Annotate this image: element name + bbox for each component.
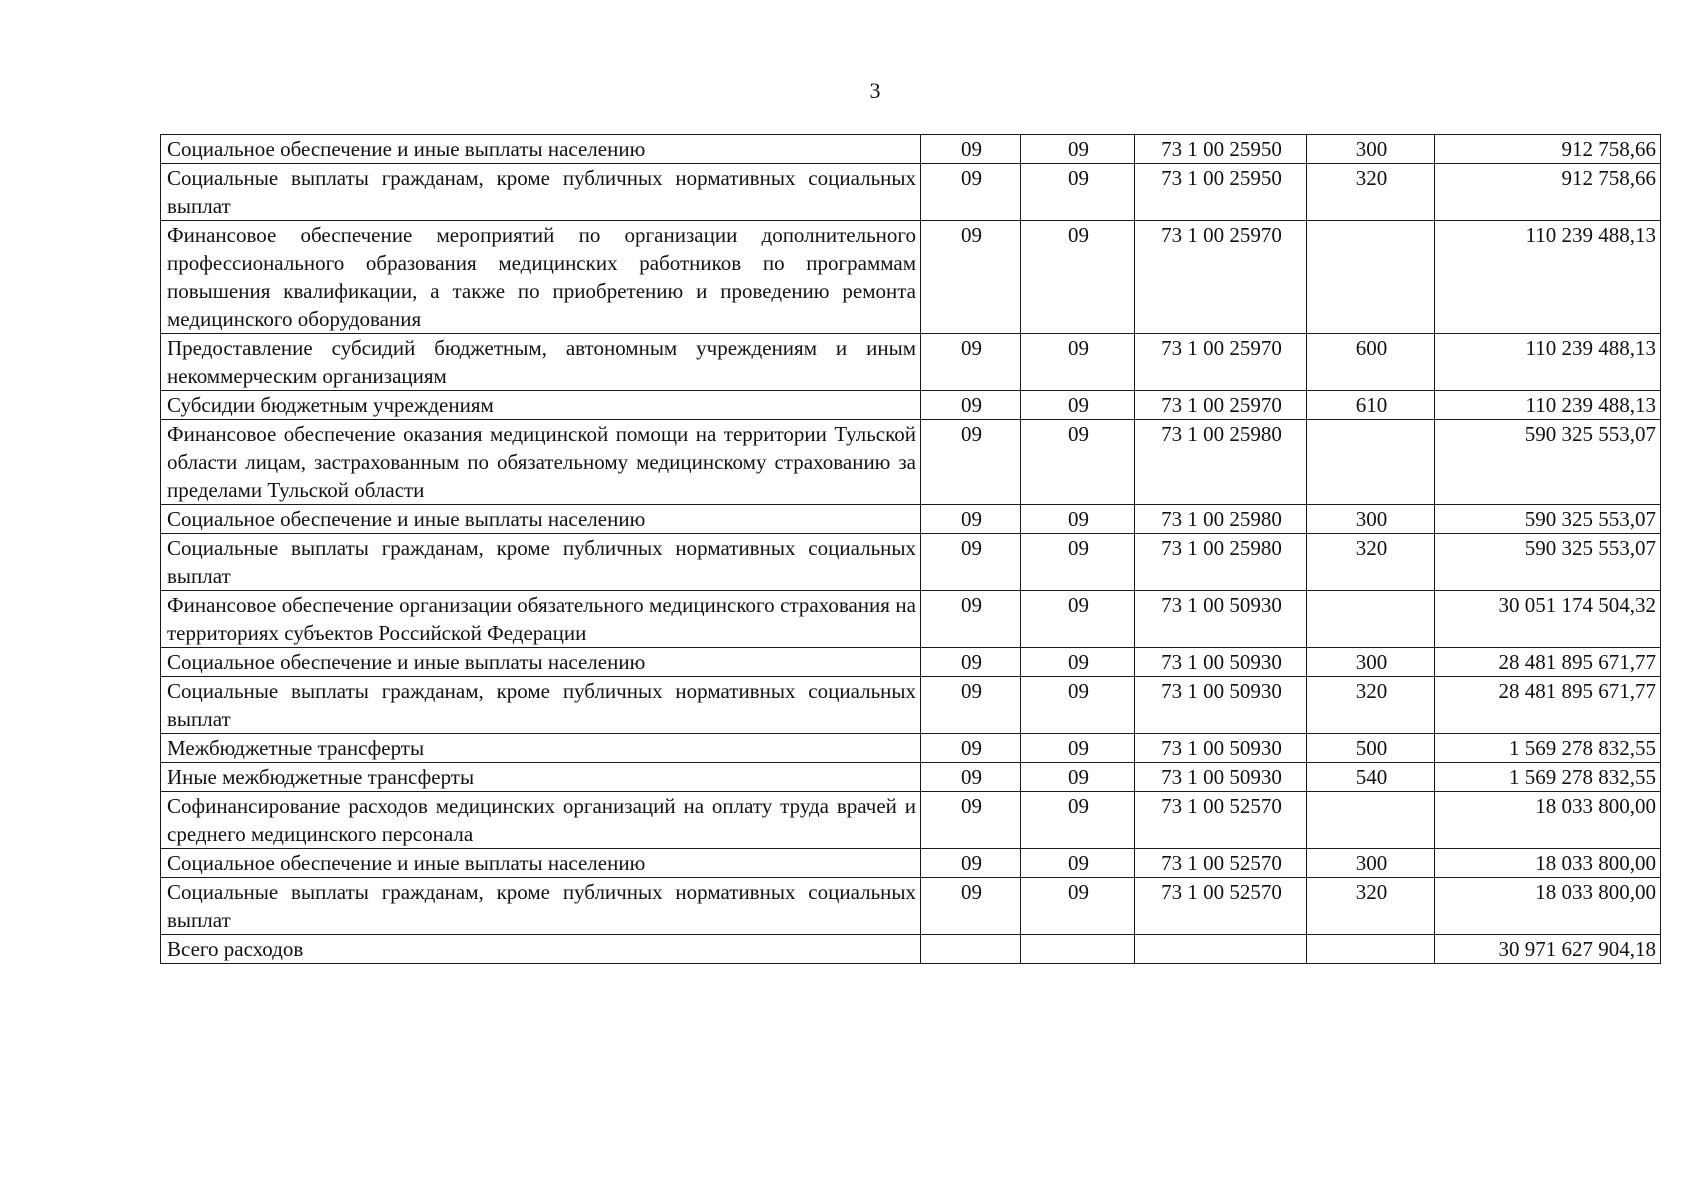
row-name: Предоставление субсидий бюджетным, автономным учреждениям и иным некоммерческим организациям	[161, 334, 921, 391]
row-pr: 09	[1021, 763, 1135, 792]
page-number: 3	[869, 78, 881, 103]
row-vr: 320	[1307, 534, 1435, 591]
row-csr: 73 1 00 25980	[1135, 505, 1307, 534]
row-pr: 09	[1021, 878, 1135, 935]
table-row	[161, 591, 1661, 648]
row-amount: 18 033 800,00	[1435, 849, 1661, 878]
row-name: Социальное обеспечение и иные выплаты населению	[161, 849, 921, 878]
row-csr: 73 1 00 25950	[1135, 135, 1307, 164]
row-name: Финансовое обеспечение мероприятий по организации дополнительного профессионального образования медицинских работников по программам повышения квалификации, а также по приобретению и проведению ремонта медицинского оборудования	[161, 221, 921, 334]
row-vr: 300	[1307, 648, 1435, 677]
row-csr: 73 1 00 50930	[1135, 591, 1307, 648]
total-amount: 30 971 627 904,18	[1435, 935, 1661, 964]
row-csr: 73 1 00 52570	[1135, 878, 1307, 935]
row-name: Иные межбюджетные трансферты	[161, 763, 921, 792]
row-name: Социальные выплаты гражданам, кроме публичных нормативных социальных выплат	[161, 677, 921, 734]
row-pr: 09	[1021, 420, 1135, 505]
row-vr	[1307, 792, 1435, 849]
table-row	[161, 334, 1661, 391]
table-row	[161, 221, 1661, 334]
row-rz: 09	[921, 677, 1021, 734]
row-csr: 73 1 00 50930	[1135, 677, 1307, 734]
row-name: Социальное обеспечение и иные выплаты населению	[161, 648, 921, 677]
row-pr: 09	[1021, 391, 1135, 420]
row-csr: 73 1 00 50930	[1135, 763, 1307, 792]
row-pr: 09	[1021, 534, 1135, 591]
row-csr: 73 1 00 52570	[1135, 792, 1307, 849]
row-rz: 09	[921, 648, 1021, 677]
row-vr: 300	[1307, 849, 1435, 878]
table-row	[161, 164, 1661, 221]
row-rz: 09	[921, 878, 1021, 935]
table-row	[161, 420, 1661, 505]
table-row	[161, 849, 1661, 878]
row-pr: 09	[1021, 792, 1135, 849]
row-vr: 610	[1307, 391, 1435, 420]
row-amount: 110 239 488,13	[1435, 334, 1661, 391]
row-amount: 110 239 488,13	[1435, 221, 1661, 334]
row-rz: 09	[921, 534, 1021, 591]
table-row	[161, 878, 1661, 935]
row-vr: 300	[1307, 505, 1435, 534]
row-amount: 590 325 553,07	[1435, 534, 1661, 591]
row-name: Социальное обеспечение и иные выплаты населению	[161, 505, 921, 534]
row-csr	[1135, 935, 1307, 964]
row-name: Финансовое обеспечение организации обязательного медицинского страхования на территориях субъектов Российской Федерации	[161, 591, 921, 648]
table-row	[161, 734, 1661, 763]
row-vr: 300	[1307, 135, 1435, 164]
row-amount: 590 325 553,07	[1435, 505, 1661, 534]
table-row	[161, 135, 1661, 164]
row-rz: 09	[921, 221, 1021, 334]
row-rz: 09	[921, 391, 1021, 420]
row-rz: 09	[921, 734, 1021, 763]
row-name: Социальные выплаты гражданам, кроме публичных нормативных социальных выплат	[161, 534, 921, 591]
row-vr: 320	[1307, 677, 1435, 734]
row-amount: 1 569 278 832,55	[1435, 763, 1661, 792]
row-csr: 73 1 00 25950	[1135, 164, 1307, 221]
row-vr: 320	[1307, 164, 1435, 221]
row-amount: 18 033 800,00	[1435, 878, 1661, 935]
row-rz: 09	[921, 849, 1021, 878]
table-row	[161, 391, 1661, 420]
row-name: Субсидии бюджетным учреждениям	[161, 391, 921, 420]
row-rz	[921, 935, 1021, 964]
table-row-total	[161, 935, 1661, 964]
table-row	[161, 648, 1661, 677]
total-label: Всего расходов	[161, 935, 921, 964]
row-vr: 540	[1307, 763, 1435, 792]
row-rz: 09	[921, 792, 1021, 849]
table-row	[161, 534, 1661, 591]
row-rz: 09	[921, 591, 1021, 648]
row-amount: 18 033 800,00	[1435, 792, 1661, 849]
table-row	[161, 792, 1661, 849]
table-row	[161, 677, 1661, 734]
row-name: Социальные выплаты гражданам, кроме публичных нормативных социальных выплат	[161, 164, 921, 221]
row-csr: 73 1 00 50930	[1135, 648, 1307, 677]
row-csr: 73 1 00 50930	[1135, 734, 1307, 763]
row-rz: 09	[921, 135, 1021, 164]
row-csr: 73 1 00 25980	[1135, 534, 1307, 591]
row-amount: 110 239 488,13	[1435, 391, 1661, 420]
table-row	[161, 505, 1661, 534]
row-rz: 09	[921, 420, 1021, 505]
row-vr	[1307, 420, 1435, 505]
row-rz: 09	[921, 505, 1021, 534]
row-vr	[1307, 221, 1435, 334]
row-amount: 590 325 553,07	[1435, 420, 1661, 505]
row-vr: 500	[1307, 734, 1435, 763]
row-amount: 28 481 895 671,77	[1435, 677, 1661, 734]
row-pr: 09	[1021, 221, 1135, 334]
table-row	[161, 763, 1661, 792]
row-amount: 28 481 895 671,77	[1435, 648, 1661, 677]
table-body	[161, 135, 1661, 964]
row-csr: 73 1 00 25970	[1135, 334, 1307, 391]
row-name: Социальные выплаты гражданам, кроме публичных нормативных социальных выплат	[161, 878, 921, 935]
expenditure-table	[160, 134, 1661, 964]
row-pr: 09	[1021, 591, 1135, 648]
row-rz: 09	[921, 334, 1021, 391]
row-amount: 30 051 174 504,32	[1435, 591, 1661, 648]
row-pr: 09	[1021, 135, 1135, 164]
row-csr: 73 1 00 25980	[1135, 420, 1307, 505]
row-amount: 912 758,66	[1435, 164, 1661, 221]
row-amount: 912 758,66	[1435, 135, 1661, 164]
row-pr: 09	[1021, 648, 1135, 677]
row-pr: 09	[1021, 849, 1135, 878]
row-csr: 73 1 00 52570	[1135, 849, 1307, 878]
row-name: Межбюджетные трансферты	[161, 734, 921, 763]
row-vr	[1307, 591, 1435, 648]
row-rz: 09	[921, 763, 1021, 792]
row-amount: 1 569 278 832,55	[1435, 734, 1661, 763]
row-vr: 600	[1307, 334, 1435, 391]
row-pr: 09	[1021, 164, 1135, 221]
row-csr: 73 1 00 25970	[1135, 391, 1307, 420]
row-name: Финансовое обеспечение оказания медицинской помощи на территории Тульской области лицам, застрахованным по обязательному медицинскому страхованию за пределами Тульской области	[161, 420, 921, 505]
row-vr	[1307, 935, 1435, 964]
row-pr: 09	[1021, 677, 1135, 734]
row-pr: 09	[1021, 334, 1135, 391]
row-rz: 09	[921, 164, 1021, 221]
row-pr	[1021, 935, 1135, 964]
row-vr: 320	[1307, 878, 1435, 935]
row-csr: 73 1 00 25970	[1135, 221, 1307, 334]
row-name: Софинансирование расходов медицинских организаций на оплату труда врачей и среднего медицинского персонала	[161, 792, 921, 849]
row-pr: 09	[1021, 505, 1135, 534]
row-name: Социальное обеспечение и иные выплаты населению	[161, 135, 921, 164]
row-pr: 09	[1021, 734, 1135, 763]
